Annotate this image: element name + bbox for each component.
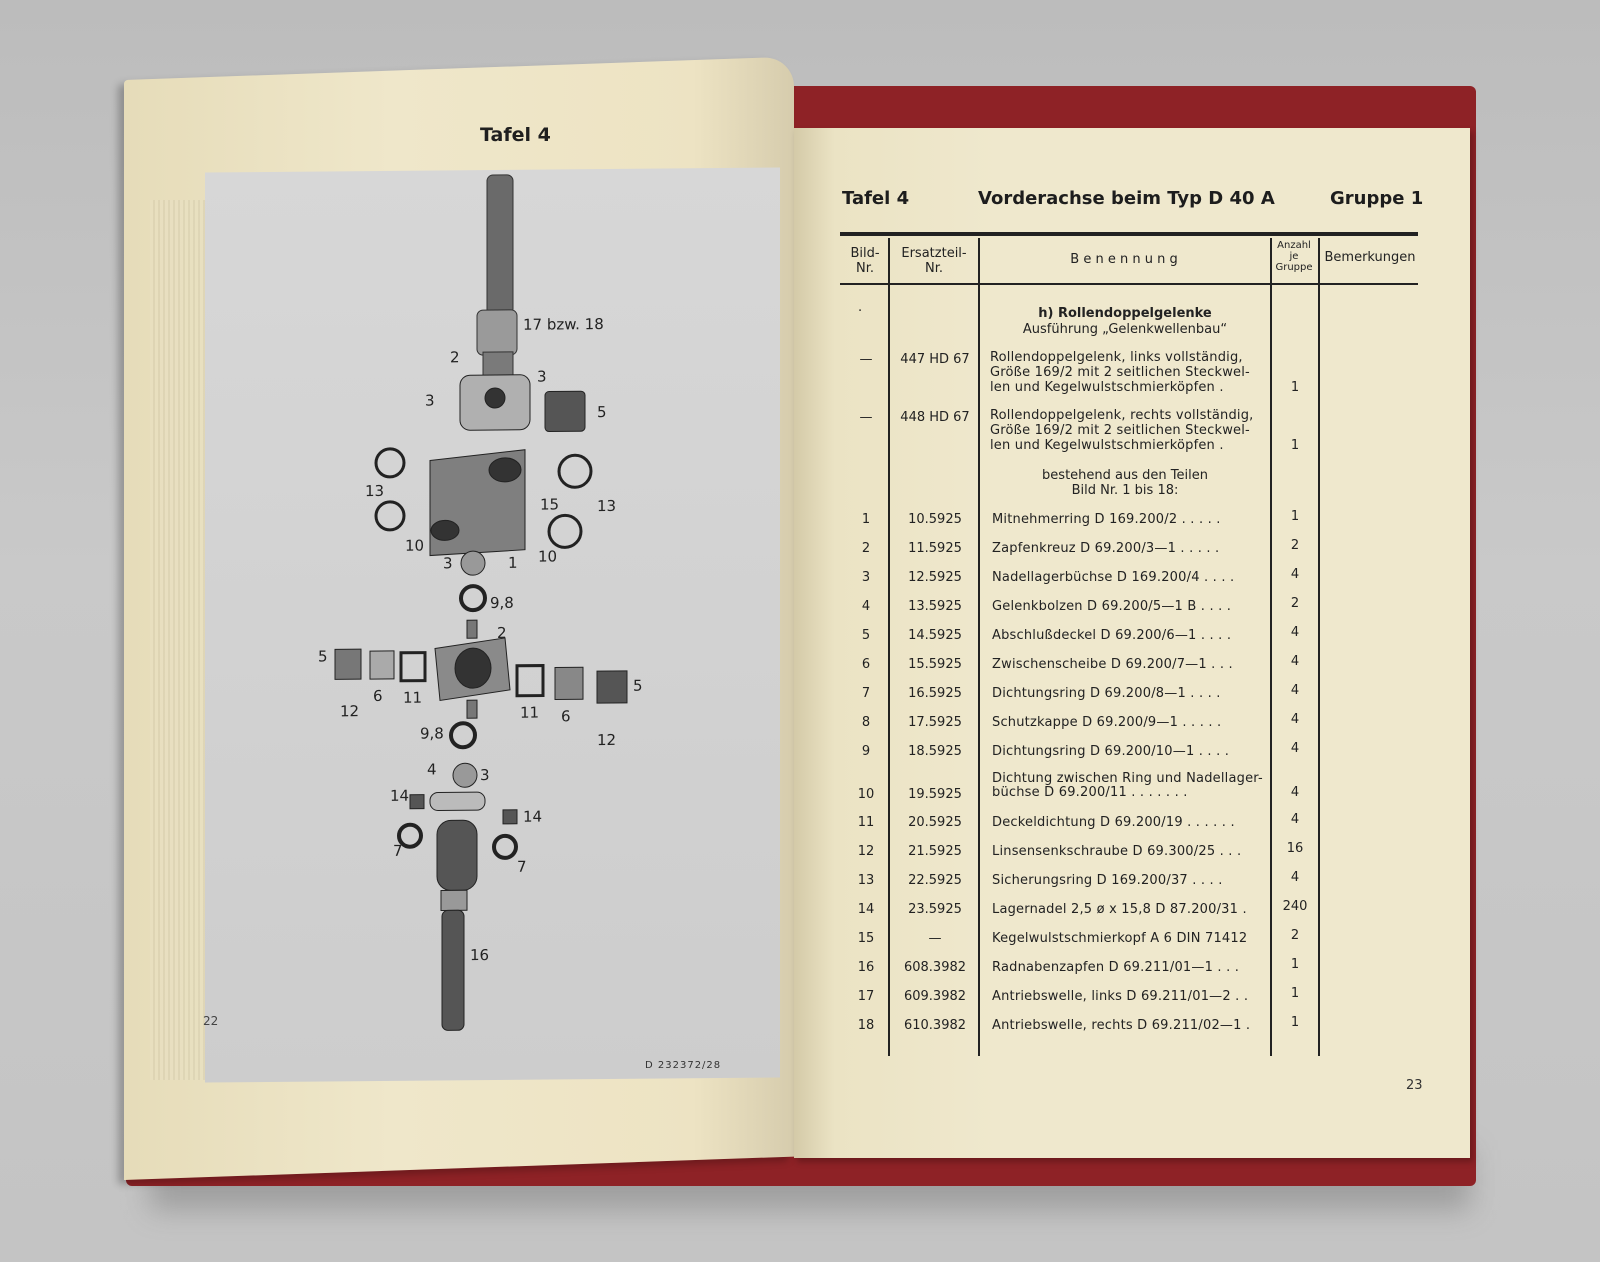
cell-bild: 13 xyxy=(857,873,875,888)
callout: 17 bzw. 18 xyxy=(523,315,604,334)
upper-joint-part xyxy=(460,374,585,432)
cell-benennung: Gelenkbolzen D 69.200/5—1 B . . . . xyxy=(992,599,1232,614)
callout: 12 xyxy=(597,730,617,750)
callout: 10 xyxy=(405,536,425,555)
lower-bearing xyxy=(451,723,477,787)
callout: 11 xyxy=(520,703,540,722)
callout: 11 xyxy=(403,688,423,707)
cell-benennung: Dichtung zwischen Ring und Nadellager- xyxy=(992,771,1263,786)
plate-reference: D 232372/28 xyxy=(645,1060,722,1071)
left-page-title: Tafel 4 xyxy=(480,124,551,146)
cell-anzahl: 4 xyxy=(1290,741,1300,756)
cell-ersatzteil: 20.5925 xyxy=(908,815,962,830)
callout: 4 xyxy=(427,760,437,779)
cell-bild: 9 xyxy=(861,744,871,759)
cell-bild: 2 xyxy=(861,541,871,556)
consists-of-line: bestehend aus den Teilen xyxy=(1042,468,1208,483)
cell-benennung: Dichtungsring D 69.200/10—1 . . . . xyxy=(992,744,1230,759)
cell-bild: 6 xyxy=(861,657,871,672)
cell-bild: 14 xyxy=(857,902,875,917)
cell-ersatzteil: 13.5925 xyxy=(908,599,962,614)
cell-ersatzteil: 12.5925 xyxy=(908,570,962,585)
cell-bild: 1 xyxy=(861,512,871,527)
cell-bild: 15 xyxy=(857,931,875,946)
col-header-bemerkungen: Bemerkungen xyxy=(1324,250,1416,265)
cell-anzahl: 4 xyxy=(1290,625,1300,640)
section-title: h) Rollendoppelgelenke xyxy=(1038,306,1212,321)
cell-bild: 17 xyxy=(857,989,875,1004)
cell-anzahl: 4 xyxy=(1290,567,1300,582)
callout: 2 xyxy=(450,348,460,367)
cell-bild: 11 xyxy=(857,815,875,830)
col-header-bild: Bild- Nr. xyxy=(850,246,880,276)
drive-shaft-part xyxy=(477,175,517,380)
callout: 3 xyxy=(443,554,453,573)
cell-benennung: Mitnehmerring D 169.200/2 . . . . . xyxy=(992,512,1221,527)
cell-anzahl: 4 xyxy=(1290,870,1300,885)
cell-anzahl: 240 xyxy=(1282,899,1308,914)
cell-benennung: Kegelwulstschmierkopf A 6 DIN 71412 xyxy=(992,931,1248,946)
cell-bild: 7 xyxy=(861,686,871,701)
cell-anzahl: 1 xyxy=(1290,509,1300,524)
table-header-rule xyxy=(840,283,1418,285)
cell-ersatzteil: 10.5925 xyxy=(908,512,962,527)
callout: 5 xyxy=(318,647,328,666)
cell-anzahl: 1 xyxy=(1290,986,1300,1001)
cell-anzahl: 16 xyxy=(1286,841,1304,856)
cell-benennung: Antriebswelle, rechts D 69.211/02—1 . xyxy=(992,1018,1251,1033)
callout: 13 xyxy=(365,481,385,501)
cell-anzahl: 4 xyxy=(1290,683,1300,698)
cell-benennung: Antriebswelle, links D 69.211/01—2 . . xyxy=(992,989,1249,1004)
cell-bild: 3 xyxy=(861,570,871,585)
cell-bild: 12 xyxy=(857,844,875,859)
cell-benennung: Linsensenkschraube D 69.300/25 . . . xyxy=(992,844,1242,859)
cell-ersatzteil: 21.5925 xyxy=(908,844,962,859)
cell-ersatzteil: 19.5925 xyxy=(908,787,962,802)
cell-benennung: Zwischenscheibe D 69.200/7—1 . . . xyxy=(992,657,1233,672)
header-group: Gruppe 1 xyxy=(1330,188,1424,209)
callout: 3 xyxy=(537,367,547,386)
cell-ersatzteil: 609.3982 xyxy=(903,989,967,1004)
callout: 3 xyxy=(480,766,490,785)
callout: 7 xyxy=(393,841,403,860)
col-header-anzahl: Anzahl je Gruppe xyxy=(1275,240,1313,273)
callout: 9,8 xyxy=(490,593,514,613)
cell-ersatzteil: 16.5925 xyxy=(908,686,962,701)
callout: 13 xyxy=(597,496,617,516)
bearing-cups xyxy=(461,551,485,610)
cell-anzahl: 4 xyxy=(1290,812,1300,827)
col-header-benennung: B e n e n n u n g xyxy=(1070,252,1178,267)
cell-benennung: Deckeldichtung D 69.200/19 . . . . . . xyxy=(992,815,1235,830)
cell-ersatzteil: — xyxy=(928,931,942,946)
stub-axle-part xyxy=(437,820,477,1030)
callout: 14 xyxy=(390,786,410,805)
header-plate: Tafel 4 xyxy=(842,188,910,209)
callout: 10 xyxy=(538,547,558,566)
callout: 7 xyxy=(517,857,527,876)
right-cover-stack xyxy=(517,665,627,704)
cell-anzahl: 4 xyxy=(1290,712,1300,727)
cell-bild: 16 xyxy=(857,960,875,975)
cell-bild: 4 xyxy=(861,599,871,614)
column-divider xyxy=(1270,238,1272,1056)
cell-benennung: Nadellagerbüchse D 169.200/4 . . . . xyxy=(992,570,1235,585)
callout: 5 xyxy=(597,403,607,422)
callout: 3 xyxy=(425,391,435,410)
cell-ersatzteil: 11.5925 xyxy=(908,541,962,556)
callout: 9,8 xyxy=(420,724,444,743)
section-subtitle: Ausführung „Gelenkwellenbau“ xyxy=(1022,322,1228,337)
callout: 14 xyxy=(523,807,543,826)
exploded-view-drawing xyxy=(205,167,780,1082)
cell-ersatzteil: 15.5925 xyxy=(908,657,962,672)
cell-benennung: Dichtungsring D 69.200/8—1 . . . . xyxy=(992,686,1221,701)
cell-anzahl: 4 xyxy=(1290,785,1300,800)
right-page-number: 23 xyxy=(1406,1078,1423,1093)
table-top-rule xyxy=(840,232,1418,236)
cell-bild: 10 xyxy=(857,787,875,802)
cell-ersatzteil: 14.5925 xyxy=(908,628,962,643)
callout: 2 xyxy=(496,623,507,642)
callout: 1 xyxy=(508,553,518,572)
cell-anzahl: 2 xyxy=(1290,928,1300,943)
cell-bild: 8 xyxy=(861,715,871,730)
page-edges xyxy=(150,200,210,1080)
cell-anzahl: 1 xyxy=(1290,957,1300,972)
callout: 15 xyxy=(540,495,560,514)
cell-ersatzteil: 608.3982 xyxy=(903,960,967,975)
cell-bild: 18 xyxy=(857,1018,875,1033)
joint-housing-part xyxy=(430,450,525,556)
cell-benennung: Radnabenzapfen D 69.211/01—1 . . . xyxy=(992,960,1240,975)
cell-benennung: Abschlußdeckel D 69.200/6—1 . . . . xyxy=(992,628,1232,643)
header-title: Vorderachse beim Typ D 40 A xyxy=(978,188,1275,209)
col-header-ersatzteil: Ersatzteil- Nr. xyxy=(901,246,967,276)
cell-bild: 5 xyxy=(861,628,871,643)
cell-ersatzteil: 610.3982 xyxy=(903,1018,967,1033)
cell-ersatzteil: 22.5925 xyxy=(908,873,962,888)
column-divider xyxy=(1318,238,1320,1056)
cell-ersatzteil: 18.5925 xyxy=(908,744,962,759)
cell-benennung: Zapfenkreuz D 69.200/3—1 . . . . . xyxy=(992,541,1220,556)
cell-benennung: büchse D 69.200/11 . . . . . . . xyxy=(992,785,1188,800)
left-cover-stack xyxy=(335,649,425,682)
consists-of-line: Bild Nr. 1 bis 18: xyxy=(1071,483,1179,498)
cell-ersatzteil: 23.5925 xyxy=(908,902,962,917)
cell-anzahl: 2 xyxy=(1290,538,1300,553)
cell-anzahl: 2 xyxy=(1290,596,1300,611)
column-divider xyxy=(888,238,890,1056)
callout: 12 xyxy=(340,702,360,721)
callout: 6 xyxy=(561,707,571,726)
callout: 6 xyxy=(373,686,383,706)
left-page-number: 22 xyxy=(203,1014,219,1028)
column-divider xyxy=(978,238,980,1056)
section-dot: . xyxy=(858,300,863,315)
cell-benennung: Lagernadel 2,5 ø x 15,8 D 87.200/31 . xyxy=(992,902,1247,917)
cell-anzahl: 1 xyxy=(1290,1015,1300,1030)
cell-benennung: Schutzkappe D 69.200/9—1 . . . . . xyxy=(992,715,1222,730)
cell-benennung: Sicherungsring D 169.200/37 . . . . xyxy=(992,873,1223,888)
callout: 5 xyxy=(633,676,643,695)
cell-ersatzteil: 17.5925 xyxy=(908,715,962,730)
cell-anzahl: 4 xyxy=(1290,654,1300,669)
callout: 16 xyxy=(470,946,490,965)
exploded-view-plate xyxy=(205,167,780,1082)
